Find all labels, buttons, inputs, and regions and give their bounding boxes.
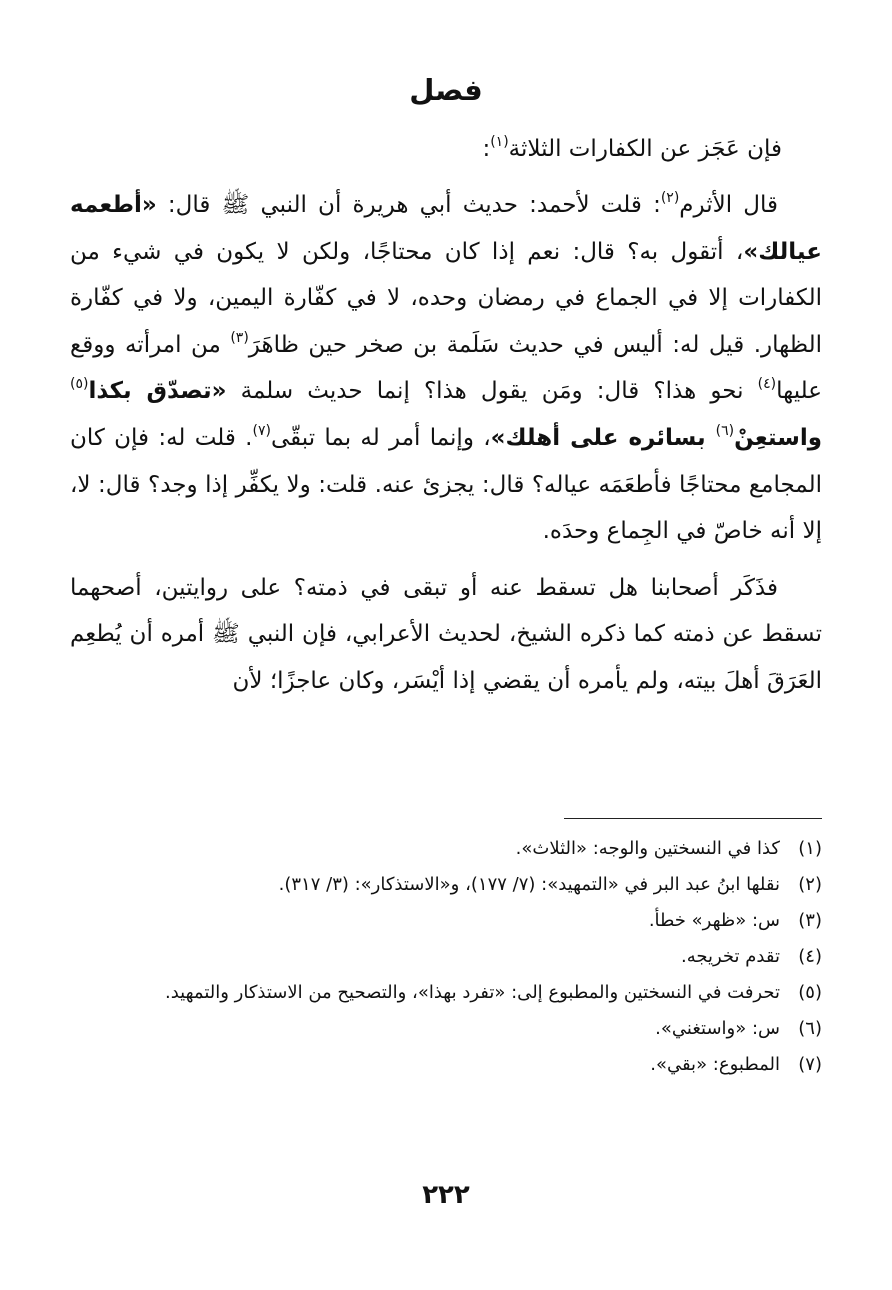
footnote-item bbox=[70, 904, 822, 938]
footnote-number: (٥) bbox=[798, 982, 822, 1003]
lead-text: فإن عَجَز عن الكفارات الثلاثة bbox=[508, 136, 782, 162]
footnote-text: س: «واستغني». bbox=[655, 1018, 780, 1039]
footnote-number: (٦) bbox=[798, 1018, 822, 1039]
footnote-item bbox=[70, 1012, 822, 1046]
footnote-number: (٢) bbox=[798, 874, 822, 895]
lead-colon: : bbox=[482, 136, 491, 162]
paragraph-athram bbox=[70, 182, 822, 555]
footnote-item bbox=[70, 868, 822, 902]
footnote-number: (١) bbox=[798, 838, 822, 859]
footnote-item bbox=[70, 976, 822, 1010]
footnote-item bbox=[70, 832, 822, 866]
footnote-separator bbox=[564, 818, 822, 819]
footnote-ref-2[interactable]: (٢) bbox=[660, 190, 680, 207]
footnotes-list bbox=[70, 832, 822, 1084]
hadith-quote: «أطعمه عيالك» bbox=[70, 192, 822, 265]
text-run: . قلت له: فإن كان المجامع محتاجًا فأطعَمَه عياله؟ قال: يجزئ عنه. قلت: ولا يكفِّر إذا وجد؟ قال: لا، إلا أنه خاصّ في الجِماع وحدَه. bbox=[70, 424, 822, 545]
hadith-quote: واستعِنْ bbox=[734, 424, 823, 451]
footnote-text: نقلها ابنُ عبد البر في «التمهيد»: (٧/ ١٧٧)، و«الاستذكار»: (٣/ ٣١٧). bbox=[278, 874, 780, 895]
section-heading: فصل bbox=[409, 73, 483, 107]
text-run: قال الأثرم bbox=[679, 192, 778, 218]
footnote-ref-5[interactable]: (٥) bbox=[70, 376, 89, 393]
footnote-text: كذا في النسختين والوجه: «الثلاث». bbox=[515, 838, 780, 859]
footnote-text: المطبوع: «بقي». bbox=[650, 1054, 780, 1075]
text-run: نحو هذا؟ قال: ومَن يقول هذا؟ إنما حديث سلمة bbox=[226, 378, 758, 405]
lead-line bbox=[70, 126, 822, 172]
hadith-quote: «تصدّق بكذا bbox=[88, 378, 227, 405]
paragraph-companions: فذَكَر أصحابنا هل تسقط عنه أو تبقى في ذمته؟ على روايتين، أصحهما تسقط عن ذمته كما ذكره الشيخ، لحديث الأعرابي، فإن النبي ﷺ أمره أن يُطعِم العَرَقَ أهلَ بيته، ولم يأمره أن يقضي إذا أيْسَر، وكان عاجزًا؛ لأن bbox=[70, 574, 822, 694]
footnote-item bbox=[70, 1048, 822, 1082]
footnote-text: س: «ظهر» خطأ. bbox=[648, 910, 780, 931]
footnote-item bbox=[70, 940, 822, 974]
footnote-ref-6[interactable]: (٦) bbox=[715, 423, 735, 440]
text-run: من امرأته ووقع عليها bbox=[70, 331, 822, 405]
footnote-number: (٤) bbox=[798, 946, 822, 967]
footnote-text: تقدم تخريجه. bbox=[681, 946, 780, 967]
footnote-ref-4[interactable]: (٤) bbox=[757, 376, 777, 393]
footnote-ref-7[interactable]: (٧) bbox=[252, 423, 271, 440]
footnote-number: (٣) bbox=[798, 910, 822, 931]
footnote-text: تحرفت في النسختين والمطبوع إلى: «تفرد بهذا»، والتصحيح من الاستذكار والتمهيد. bbox=[165, 982, 780, 1003]
text-run: : قلت لأحمد: حديث أبي هريرة أن النبي ﷺ قال: bbox=[156, 192, 661, 218]
footnote-ref-1[interactable]: (١) bbox=[490, 134, 509, 151]
page-number: ٢٢٢ bbox=[422, 1180, 470, 1210]
hadith-quote: بسائره على أهلك» bbox=[490, 424, 716, 451]
page-body bbox=[70, 60, 822, 715]
text-run: ، وإنما أمر له بما تبقّى bbox=[270, 424, 491, 451]
text-run: ، أتقول به؟ قال: نعم إذا كان محتاجًا، ولكن لا يكون في شيء من الكفارات إلا في الجماع في رمضان وحده، لا في كفّارة اليمين، ولا في كفّارة الظهار. قيل له: أليس في حديث سَلَمة بن صخر حين ظاهَرَ bbox=[70, 238, 822, 358]
footnote-ref-3[interactable]: (٣) bbox=[230, 329, 249, 346]
footnote-number: (٧) bbox=[798, 1054, 822, 1075]
